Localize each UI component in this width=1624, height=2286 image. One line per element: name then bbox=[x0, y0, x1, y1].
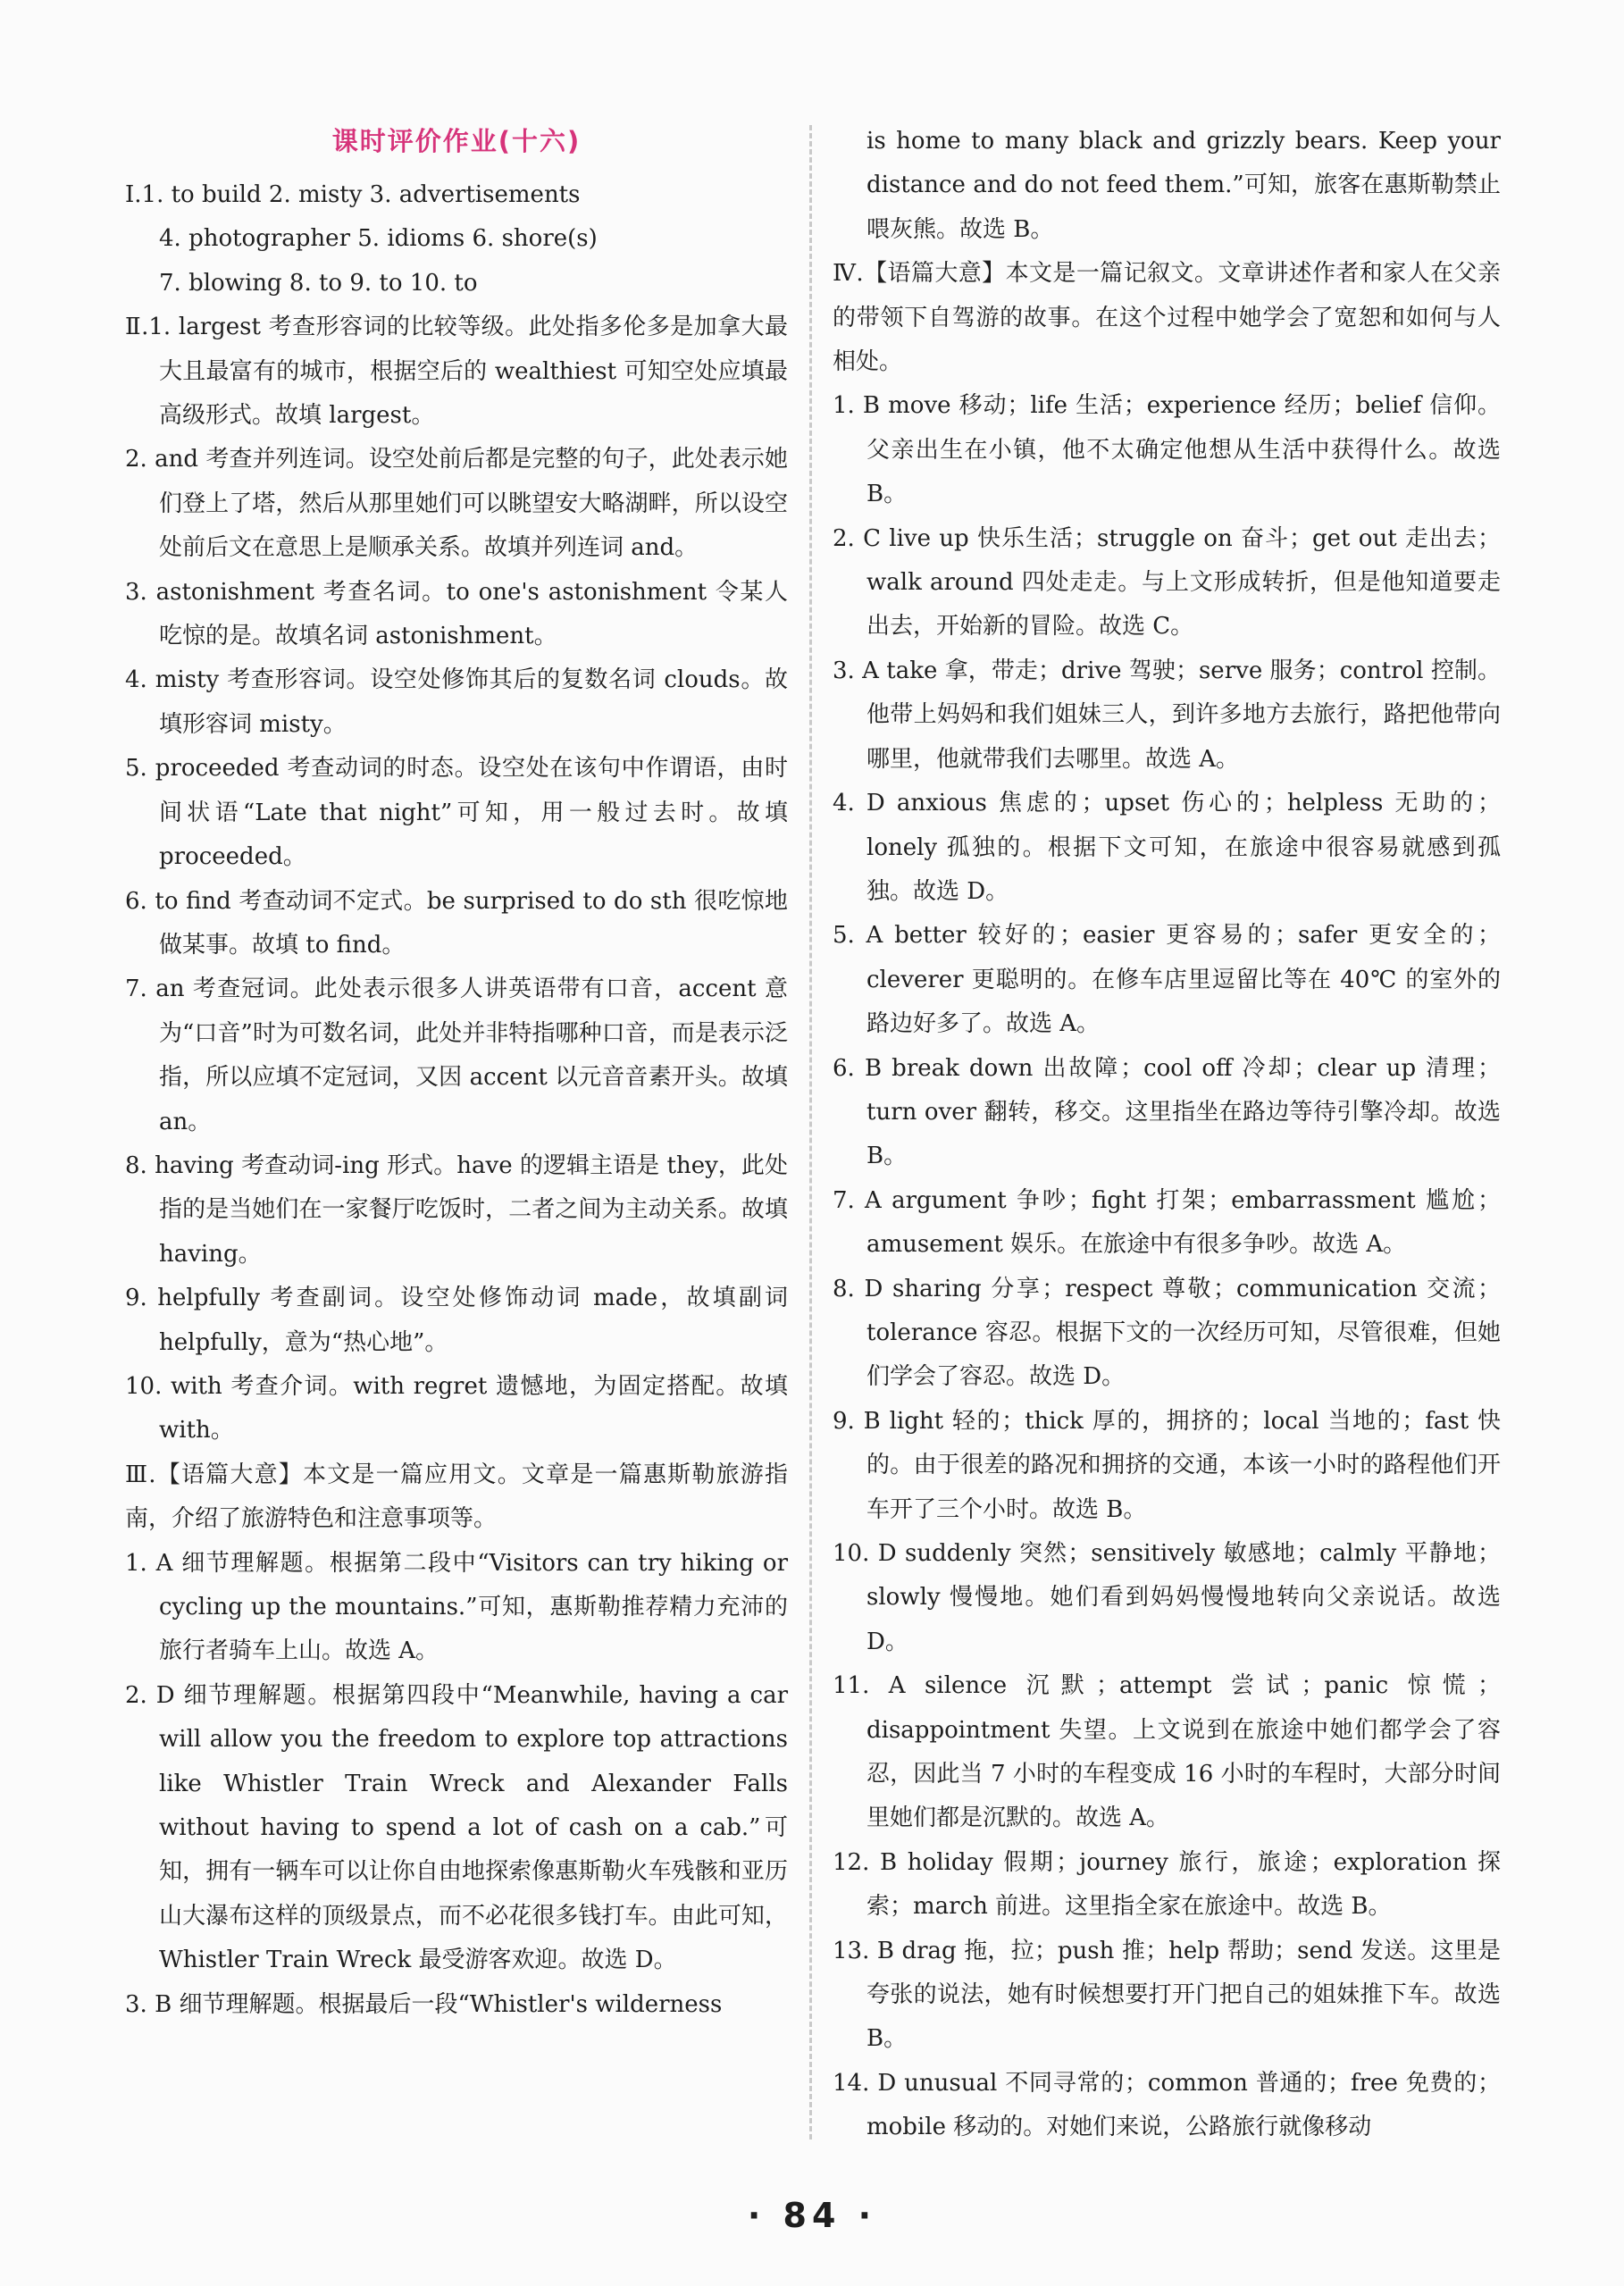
answer-item: 12. B holiday 假期；journey 旅行，旅途；exploration 探索；march 前进。这里指全家在旅途中。故选 B。 bbox=[833, 1848, 1501, 1921]
answer-item: 9. helpfully 考查副词。设空处修饰动词 made，故填副词 helpfully，意为“热心地”。 bbox=[125, 1285, 788, 1356]
answer-item: 5. A better 较好的；easier 更容易的；safer 更安全的；cleverer 更聪明的。在修车店里逗留比等在 40℃ 的室外的路边好多了。故选 A。 bbox=[833, 922, 1501, 1038]
answer-item-continued: is home to many black and grizzly bears. Keep your distance and do not feed them.”可知，旅客在惠斯勒禁止喂灰熊。故选 B。 bbox=[866, 128, 1501, 243]
answer-item: 1. B move 移动；life 生活；experience 经历；belief 信仰。父亲出生在小镇，他不太确定他想从生活中获得什么。故选 B。 bbox=[833, 392, 1501, 508]
answer-item: 3. astonishment 考查名词。to one's astonishment 令某人吃惊的是。故填名词 astonishment。 bbox=[125, 578, 788, 650]
page-title: 课时评价作业(十六) bbox=[331, 126, 582, 156]
answer-item: 14. D unusual 不同寻常的；common 普通的；free 免费的；mobile 移动的。对她们来说，公路旅行就像移动 bbox=[833, 2069, 1501, 2141]
answer-item: 2. C live up 快乐生活；struggle on 奋斗；get out 走出去；walk around 四处走走。与上文形成转折，但是他知道要走出去，开始新的冒险。故选 C。 bbox=[833, 524, 1501, 641]
page-number: · 84 · bbox=[747, 2196, 877, 2235]
answer-item: 10. D suddenly 突然；sensitively 敏感地；calmly 平静地；slowly 慢慢地。她们看到妈妈慢慢地转向父亲说话。故选 D。 bbox=[833, 1540, 1501, 1655]
answer-item: 7. an 考查冠词。此处表示很多人讲英语带有口音，accent 意为“口音”时为可数名词，此处并非特指哪种口音，而是表示泛指，所以应填不定冠词，又因 accent 以元音音素开头。故填 an。 bbox=[125, 976, 788, 1135]
answer-item: 8. having 考查动词-ing 形式。have 的逻辑主语是 they，此处指的是当她们在一家餐厅吃饭时，二者之间为主动关系。故填 having。 bbox=[125, 1151, 788, 1268]
answer-item: 7. A argument 争吵；fight 打架；embarrassment 尴尬；amusement 娱乐。在旅途中有很多争吵。故选 A。 bbox=[833, 1186, 1501, 1259]
answer-item: 3. B 细节理解题。根据最后一段“Whistler's wilderness bbox=[125, 1990, 723, 2018]
answer-item: 9. B light 轻的；thick 厚的，拥挤的；local 当地的；fast 快的。由于很差的路况和拥挤的交通，本该一小时的路程他们开车开了三个小时。故选 B。 bbox=[833, 1407, 1501, 1523]
section-1-row-2: 4. photographer 5. idioms 6. shore(s) bbox=[159, 225, 598, 253]
section-1-row-1: Ⅰ.1. to build 2. misty 3. advertisements bbox=[125, 181, 581, 208]
answer-item: 10. with 考查介词。with regret 遗憾地，为固定搭配。故填 with。 bbox=[125, 1372, 788, 1444]
section-3-summary: Ⅲ.【语篇大意】本文是一篇应用文。文章是一篇惠斯勒旅游指南，介绍了旅游特色和注意事项等。 bbox=[125, 1461, 788, 1533]
right-column bbox=[833, 120, 1501, 2150]
answer-item: 4. D anxious 焦虑的；upset 伤心的；helpless 无助的；lonely 孤独的。根据下文可知，在旅途中很容易就感到孤独。故选 D。 bbox=[833, 790, 1501, 905]
answer-item: 5. proceeded 考查动词的时态。设空处在该句中作谓语，由时间状语“Late that night”可知，用一般过去时。故填 proceeded。 bbox=[125, 755, 788, 871]
left-column bbox=[125, 114, 788, 2027]
answer-item: Ⅱ.1. largest 考查形容词的比较等级。此处指多伦多是加拿大最大且最富有的城市，根据空后的 wealthiest 可知空处应填最高级形式。故填 largest。 bbox=[125, 314, 788, 430]
answer-item: 8. D sharing 分享；respect 尊敬；communication 交流；tolerance 容忍。根据下文的一次经历可知，尽管很难，但她们学会了容忍。故选 D。 bbox=[833, 1275, 1501, 1391]
answer-item: 6. B break down 出故障；cool off 冷却；clear up 清理；turn over 翻转，移交。这里指坐在路边等待引擎冷却。故选 B。 bbox=[833, 1054, 1501, 1170]
answer-item: 6. to find 考查动词不定式。be surprised to do sth 很吃惊地做某事。故填 to find。 bbox=[125, 887, 788, 959]
answer-item: 1. A 细节理解题。根据第二段中“Visitors can try hiking or cycling up the mountains.”可知，惠斯勒推荐精力充沛的旅行者骑车上山。故选 A。 bbox=[125, 1549, 788, 1665]
answer-item: 13. B drag 拖，拉；push 推；help 帮助；send 发送。这里是夸张的说法，她有时候想要打开门把自己的姐妹推下车。故选 B。 bbox=[833, 1937, 1501, 2053]
answer-item: 11. A silence 沉默；attempt 尝试；panic 惊慌；disappointment 失望。上文说到在旅途中她们都学会了容忍，因此当 7 小时的车程变成 16 小时的车程时，大部分时间里她们都是沉默的。故选 A。 bbox=[833, 1672, 1501, 1832]
answer-item: 4. misty 考查形容词。设空处修饰其后的复数名词 clouds。故填形容词 misty。 bbox=[125, 666, 788, 738]
section-1-row-3: 7. blowing 8. to 9. to 10. to bbox=[159, 269, 478, 297]
answer-item: 2. and 考查并列连词。设空处前后都是完整的句子，此处表示她们登上了塔，然后从那里她们可以眺望安大略湖畔，所以设空处前后文在意思上是顺承关系。故填并列连词 and。 bbox=[125, 446, 788, 562]
section-4-summary: Ⅳ.【语篇大意】本文是一篇记叙文。文章讲述作者和家人在父亲的带领下自驾游的故事。在这个过程中她学会了宽恕和如何与人相处。 bbox=[833, 260, 1501, 376]
answer-item: 3. A take 拿，带走；drive 驾驶；serve 服务；control 控制。他带上妈妈和我们姐妹三人，到许多地方去旅行，路把他带向哪里，他就带我们去哪里。故选 A。 bbox=[833, 657, 1501, 773]
column-divider bbox=[809, 125, 812, 2139]
answer-item: 2. D 细节理解题。根据第四段中“Meanwhile, having a car will allow you the freedom to explore top attractions like Whistler Train Wreck and Alexander Falls without having to spend a lot of cash on a cab.”可知，拥有一辆车可以让你自由地探索像惠斯勒火车残骸和亚历山大瀑布这样的顶级景点，而不必花很多钱打车。由此可知，Whistler Train Wreck 最受游客欢迎。故选 D。 bbox=[125, 1681, 788, 1974]
